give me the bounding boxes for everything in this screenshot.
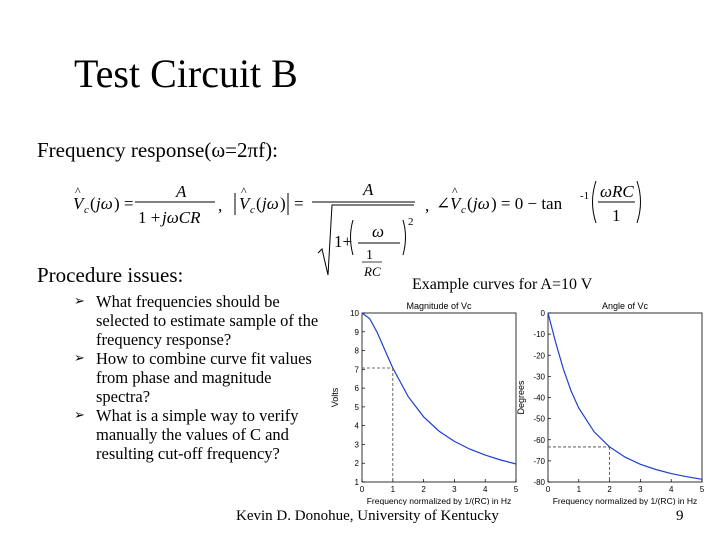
y-tick-label: 5	[354, 402, 359, 412]
frequency-response-line: Frequency response(ω=2πf):	[37, 138, 278, 162]
bullet-text: What frequencies should be selected to estimate sample of the frequency response?	[96, 292, 319, 349]
svg-text:V: V	[73, 194, 84, 213]
svg-text:∠: ∠	[436, 194, 451, 213]
svg-text:ωRC: ωRC	[600, 182, 634, 201]
x-tick-label: 3	[638, 485, 643, 494]
y-tick-label: 3	[354, 440, 359, 450]
x-tick-label: 1	[576, 485, 582, 494]
svg-text:): )	[280, 194, 286, 213]
svg-text:RC: RC	[364, 264, 381, 279]
svg-text:(: (	[256, 194, 262, 213]
svg-text:A: A	[363, 180, 374, 199]
svg-text:^: ^	[241, 184, 247, 198]
svg-text:=: =	[294, 194, 304, 213]
svg-text:ω: ω	[372, 222, 385, 241]
y-tick-label: 9	[354, 327, 359, 337]
magnitude-chart	[330, 293, 520, 505]
list-item	[74, 406, 324, 463]
svg-text:V: V	[450, 194, 461, 213]
y-tick-label: -20	[533, 351, 545, 361]
svg-text:^: ^	[75, 184, 81, 198]
svg-text:c: c	[250, 204, 255, 216]
svg-text:,: ,	[218, 196, 223, 215]
y-tick-label: 4	[354, 421, 359, 431]
arrow-bullet-icon: ➢	[74, 408, 85, 423]
y-axis-label: Volts	[330, 387, 340, 408]
slide-title: Test Circuit B	[74, 51, 298, 96]
y-tick-label: 1	[354, 478, 359, 487]
arrow-bullet-icon: ➢	[74, 294, 85, 309]
angle-chart	[510, 293, 710, 505]
y-tick-label: -10	[533, 330, 545, 340]
list-item	[74, 349, 324, 406]
y-tick-label: 10	[350, 309, 359, 318]
bullet-text: What is a simple way to verify manually the values of C and resulting cut-off frequency?	[96, 406, 299, 463]
svg-text:1: 1	[612, 206, 621, 225]
y-tick-label: 8	[354, 346, 359, 356]
svg-text:(: (	[467, 194, 473, 213]
x-tick-label: 3	[452, 485, 457, 494]
y-tick-label: 2	[354, 459, 359, 469]
y-tick-label: -40	[533, 393, 545, 403]
x-tick-label: 0	[545, 485, 551, 494]
y-tick-label: -70	[533, 456, 545, 466]
page-number: 9	[676, 508, 684, 524]
figure-caption	[412, 276, 592, 294]
svg-text:c: c	[461, 204, 466, 216]
x-tick-label: 2	[607, 485, 612, 494]
y-tick-label: 7	[354, 365, 359, 375]
x-axis-label: Frequency normalized by 1/(RC) in Hz	[552, 496, 698, 505]
svg-text:2: 2	[408, 216, 414, 228]
arrow-bullet-icon: ➢	[74, 351, 85, 366]
x-tick-label: 2	[421, 485, 426, 494]
footer-author: Kevin D. Donohue, University of Kentucky	[236, 508, 499, 524]
svg-text:1+: 1+	[334, 232, 353, 251]
svg-text:^: ^	[452, 184, 458, 198]
bullet-text: How to combine curve fit values from phase and magnitude spectra?	[96, 349, 312, 406]
list-item	[74, 292, 324, 349]
svg-text:,: ,	[425, 196, 430, 215]
x-tick-label: 1	[390, 485, 396, 494]
y-tick-label: -30	[533, 372, 545, 382]
chart-title: Angle of Vc	[601, 301, 649, 311]
svg-text:(: (	[90, 194, 96, 213]
procedure-heading: Procedure issues:	[37, 263, 184, 287]
equation-phase	[436, 181, 641, 225]
svg-text:A: A	[176, 182, 187, 201]
equation-magnitude	[235, 180, 429, 279]
x-axis-label: Frequency normalized by 1/(RC) in Hz	[366, 496, 512, 505]
svg-text:jω: jω	[473, 194, 490, 213]
bullet-list	[74, 292, 324, 463]
chart-title: Magnitude of Vc	[406, 301, 472, 311]
series-line	[362, 313, 516, 464]
y-tick-label: -60	[533, 435, 545, 445]
y-tick-label: 6	[354, 384, 359, 394]
caption-text: Example curves for A=10 V	[412, 276, 593, 293]
svg-text:jωCR: jωCR	[162, 208, 201, 227]
y-tick-label: -80	[533, 478, 545, 487]
y-axis-label: Degrees	[516, 380, 526, 415]
x-tick-label: 4	[668, 485, 674, 494]
svg-text:c: c	[84, 204, 89, 216]
svg-text:) =: ) =	[114, 194, 134, 213]
x-tick-label: 4	[482, 485, 488, 494]
x-tick-label: 0	[359, 485, 365, 494]
x-tick-label: 5	[699, 485, 705, 494]
y-tick-label: 0	[540, 309, 545, 318]
svg-text:1: 1	[366, 248, 373, 263]
equation-transfer-function	[73, 182, 222, 227]
y-tick-label: -50	[533, 414, 545, 424]
plot-frame	[362, 313, 516, 482]
svg-text:-1: -1	[580, 190, 590, 202]
x-tick-label: 5	[513, 485, 519, 494]
svg-text:jω: jω	[262, 194, 279, 213]
series-line	[548, 313, 702, 479]
svg-text:) = 0 − tan: ) = 0 − tan	[491, 194, 563, 213]
svg-text:jω: jω	[96, 194, 113, 213]
svg-text:1 +: 1 +	[138, 208, 161, 227]
svg-text:V: V	[239, 194, 250, 213]
